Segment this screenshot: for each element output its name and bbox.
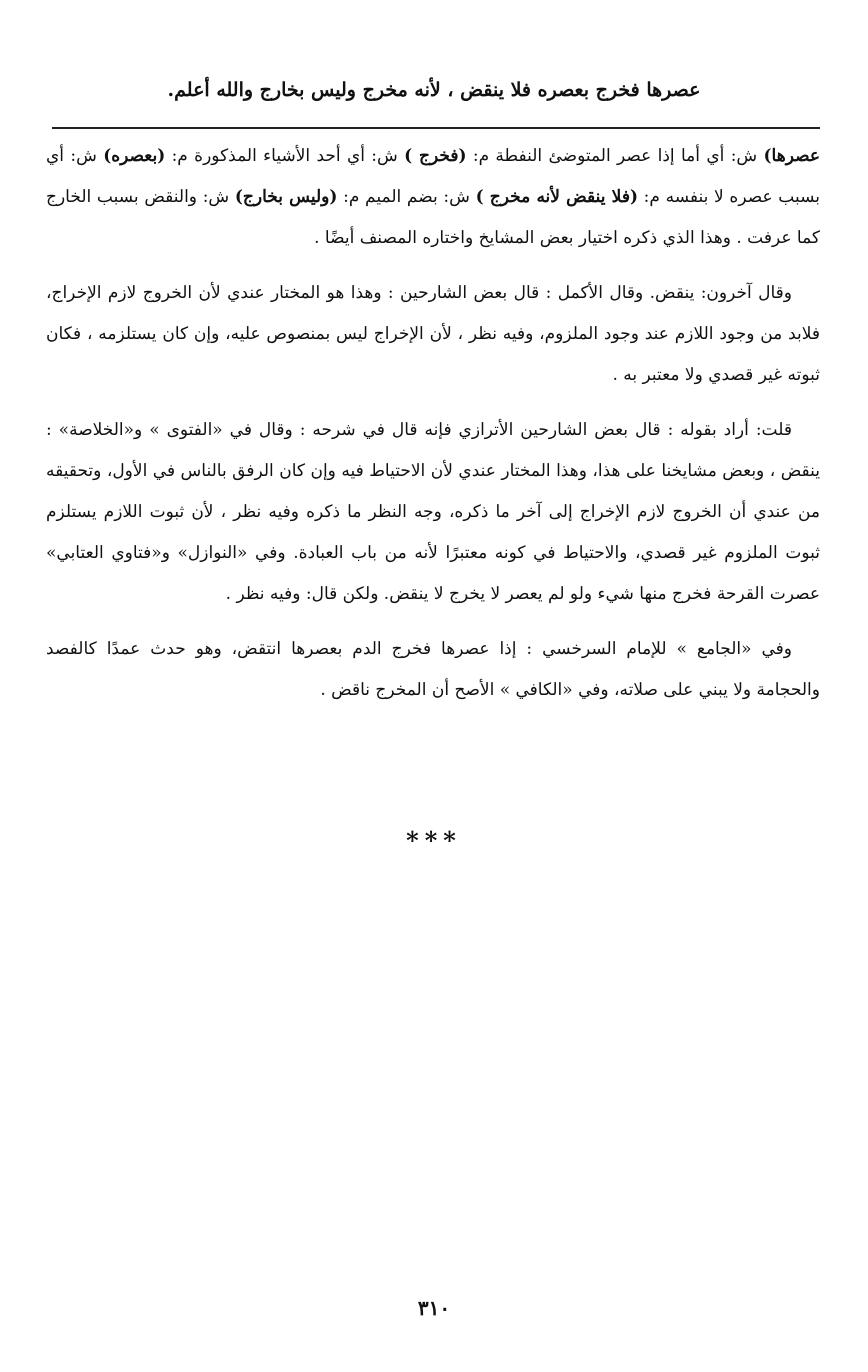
page-number: ٣١٠ [417,1296,451,1320]
section-separator-stars: *** [406,826,462,855]
quoted-matn: (بعصره) [103,146,166,166]
matn-text-line: عصرها فخرج بعصره فلا ينقض ، لأنه مخرج وليس بخارج والله أعلم. [167,79,701,101]
commentary-text: ش: أي أما إذا عصر المتوضئ النفطة م: [466,146,764,166]
commentary-text: ش: والنقض بسبب الخارج كما عرفت . وهذا الذي ذكره اختيار بعض المشايخ واختاره المصنف أيضًا . [46,187,820,248]
quoted-matn: (فلا ينقض لأنه مخرج ) [475,187,638,207]
commentary-paragraph-3: قلت: أراد بقوله : قال بعض الشارحين الأترازي فإنه قال في شرحه : وقال في «الفتوى » و«الخلاصة» : ينقض ، وبعض مشايخنا على هذا، وهذا المختار عندي لأن الاحتياط فيه وإن كان الرفق بالناس في الأول، وتحقيقه من عندي أن الخروج لازم الإخراج إلى آخر ما ذكره، وجه النظر ما ذكره وفيه نظر ، لأن ثبوت اللازم يستلزم ثبوت الملزوم غير قصدي، والاحتياط في كونه معتبرًا لأنه من باب العبادة. وفي «النوازل» و«فتاوي العتابي» عصرت القرحة فخرج منها شيء ولو لم يعصر لا يخرج لا ينقض. ولكن قال: وفيه نظر . [46,420,820,604]
commentary-text: ش: أي أحد الأشياء المذكورة م: [165,146,405,166]
separator-rule [52,127,820,129]
commentary-paragraph-1 [46,136,820,259]
commentary-paragraph-2: وقال آخرون: ينقض. وقال الأكمل : قال بعض الشارحين : وهذا هو المختار عندي لأن الخروج لازم الإخراج، فلابد من وجود اللازم عند وجود الملزوم، وفيه نظر ، لأن الإخراج ليس بمنصوص عليه، وإن كان يستلزمه ، فكان ثبوته غير قصدي ولا معتبر به . [46,283,820,385]
commentary-text: ش: أي بسبب عصره لا بنفسه م: [46,146,821,207]
quoted-matn: عصرها) [763,146,820,166]
commentary-body [46,136,820,725]
quoted-matn: (وليس بخارج) [234,187,338,207]
commentary-text: ش: بضم الميم م: [337,187,476,207]
commentary-paragraph-4: وفي «الجامع » للإمام السرخسي : إذا عصرها فخرج الدم بعصرها انتقض، وهو حدث عمدًا كالفصد والحجامة ولا يبني على صلاته، وفي «الكافي » الأصح أن المخرج ناقض . [46,639,820,700]
quoted-matn: (فخرج ) [404,146,467,166]
